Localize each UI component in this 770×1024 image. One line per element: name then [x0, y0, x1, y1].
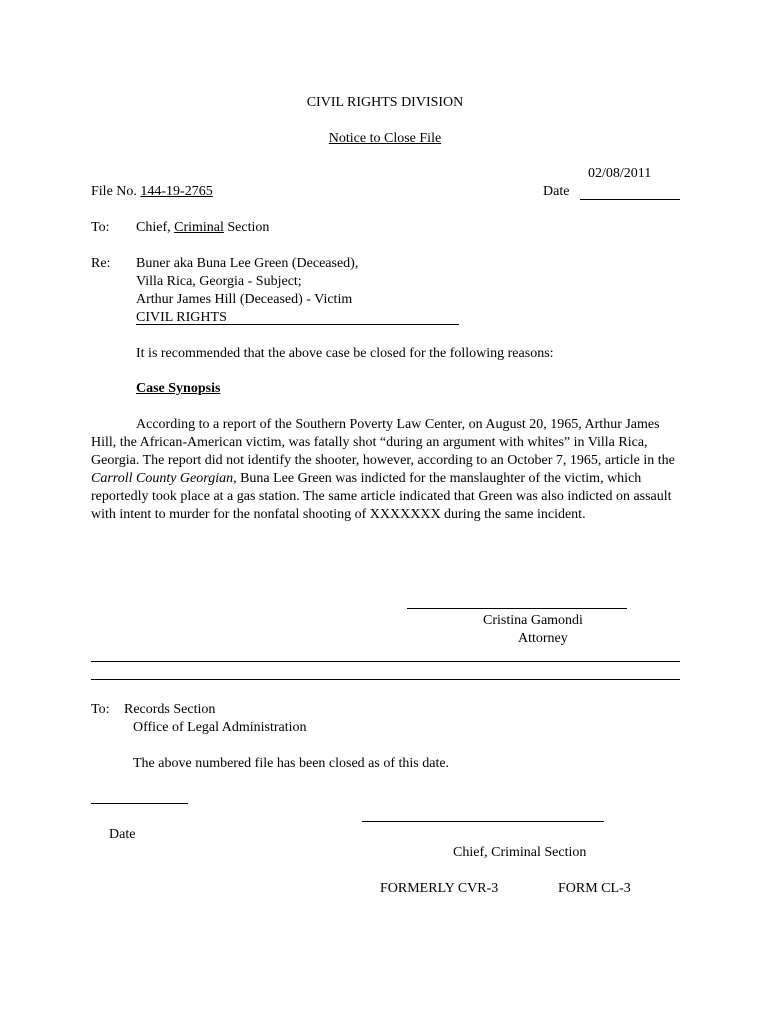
notice-heading	[0, 130, 770, 148]
to-label: To:	[91, 220, 110, 235]
synopsis-heading: Case Synopsis	[136, 381, 221, 396]
recommendation-text: It is recommended that the above case be closed for the following reasons:	[136, 346, 554, 361]
separator-line-2	[91, 679, 680, 680]
to-prefix: Chief,	[136, 220, 171, 235]
division-heading	[0, 94, 770, 112]
to-criminal: Criminal	[174, 220, 224, 235]
formerly-form-number: FORMERLY CVR-3	[380, 881, 499, 896]
date-signature-line	[91, 803, 188, 804]
re-line-1: Buner aka Buna Lee Green (Deceased),	[136, 256, 359, 271]
synopsis-text-part2: , Buna Lee Green was indicted for the manslaughter of the victim, which reportedly took place at a gas station. The same article indicated that Green was also indicted on assault with intent to murder for the nonfatal shooting of XXXXXXX during the same incident.	[91, 471, 672, 522]
date-underline	[580, 199, 680, 200]
synopsis-text-part1: According to a report of the Southern Poverty Law Center, on August 20, 1965, Arthur James Hill, the African-American victim, was fatally shot “during an argument with whites” in Villa Rica, Georgia. The report did not identify the shooter, however, according to an October 7, 1965, article in the	[91, 417, 675, 468]
records-date-label: Date	[109, 827, 136, 842]
file-number: 144-19-2765	[140, 184, 213, 199]
records-to-label: To:	[91, 702, 110, 717]
re-label: Re:	[91, 256, 111, 271]
file-number-label: File No.	[91, 184, 137, 199]
synopsis-paragraph	[91, 416, 683, 524]
division-title: CIVIL RIGHTS DIVISION	[306, 95, 464, 110]
signature-line	[407, 608, 627, 609]
separator-line-1	[91, 661, 680, 662]
attorney-title: Attorney	[518, 631, 568, 646]
records-section: Records Section	[124, 702, 216, 717]
publication-title: Carroll County Georgian	[91, 471, 234, 486]
re-underline	[136, 324, 459, 325]
re-line-2: Villa Rica, Georgia - Subject;	[136, 274, 302, 289]
re-line-3: Arthur James Hill (Deceased) - Victim	[136, 292, 353, 307]
form-number: FORM CL-3	[558, 881, 631, 896]
chief-section-label: Chief, Criminal Section	[453, 845, 587, 860]
date-value: 02/08/2011	[588, 166, 652, 181]
to-recipient	[136, 219, 269, 237]
date-label: Date	[543, 184, 570, 199]
chief-signature-line	[362, 821, 604, 822]
to-suffix: Section	[227, 220, 270, 235]
re-line-4: CIVIL RIGHTS	[136, 310, 227, 325]
attorney-name: Cristina Gamondi	[483, 613, 583, 628]
closed-statement: The above numbered file has been closed as of this date.	[133, 756, 450, 771]
file-number-line	[91, 183, 213, 201]
notice-title: Notice to Close File	[328, 131, 442, 146]
legal-administration: Office of Legal Administration	[133, 720, 307, 735]
